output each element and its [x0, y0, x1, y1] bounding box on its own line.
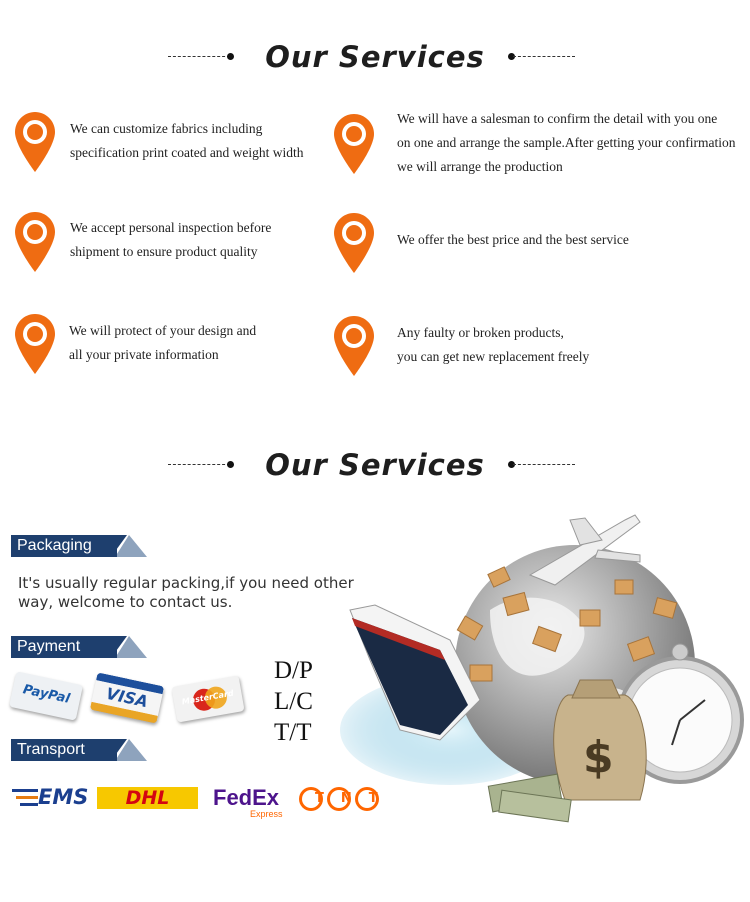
service-item-4 — [397, 228, 629, 252]
service-line: Any faulty or broken products, — [397, 325, 564, 340]
card-label: PayPal — [21, 682, 72, 707]
heading-dash-right — [513, 56, 575, 57]
carrier-sublabel: Express — [250, 809, 283, 819]
heading-dash-right — [513, 464, 575, 465]
service-line: We accept personal inspection before — [70, 220, 272, 235]
service-line: We will protect of your design and — [69, 323, 257, 338]
section-heading-1 — [0, 37, 750, 77]
banner-label: Transport — [17, 741, 85, 758]
transport-banner — [11, 739, 141, 761]
section-heading-2 — [0, 445, 750, 485]
visa-card — [90, 672, 164, 723]
location-pin-icon — [334, 213, 374, 273]
service-line: specification print coated and weight width — [70, 145, 304, 160]
mastercard-card — [171, 675, 244, 722]
service-item-5 — [69, 319, 256, 367]
card-label: MasterCard — [181, 688, 235, 707]
service-item-1 — [70, 117, 304, 165]
service-item-3 — [70, 216, 271, 264]
section-title: Our Services — [265, 448, 485, 482]
packaging-line: It's usually regular packing,if you need other — [18, 574, 354, 592]
payment-term: D/P — [274, 657, 313, 684]
carrier-label: TNT — [315, 791, 395, 806]
payment-terms — [274, 655, 313, 748]
service-line: all your private information — [69, 347, 219, 362]
location-pin-icon — [15, 314, 55, 374]
card-label: VISA — [104, 683, 150, 712]
service-item-2 — [397, 107, 736, 179]
packaging-line: way, welcome to contact us. — [18, 593, 233, 611]
fedex-logo — [213, 785, 289, 821]
banner-label: Packaging — [17, 537, 92, 554]
globe-shipping-illustration — [340, 500, 745, 830]
paypal-card — [9, 671, 83, 720]
banner-tip — [111, 739, 127, 761]
carrier-label: DHL — [125, 787, 170, 809]
carrier-label: EMS — [38, 785, 89, 809]
service-line: you can get new replacement freely — [397, 349, 590, 364]
service-line: shipment to ensure product quality — [70, 244, 258, 259]
service-line: We offer the best price and the best service — [397, 232, 629, 247]
payment-term: L/C — [274, 688, 313, 715]
packaging-banner — [11, 535, 141, 557]
svg-text:$: $ — [583, 732, 614, 783]
service-line: on one and arrange the sample.After getting your confirmation — [397, 135, 736, 150]
banner-tip — [111, 535, 127, 557]
tnt-logo — [298, 786, 395, 812]
carrier-label: FedEx — [213, 785, 280, 810]
payment-term: T/T — [274, 719, 312, 746]
service-line: we will arrange the production — [397, 159, 563, 174]
banner-tip — [111, 636, 127, 658]
packaging-description — [18, 574, 368, 612]
location-pin-icon — [15, 112, 55, 172]
ems-logo — [12, 786, 88, 810]
service-item-6 — [397, 321, 589, 369]
service-line: We can customize fabrics including — [70, 121, 263, 136]
payment-banner — [11, 636, 141, 658]
location-pin-icon — [334, 316, 374, 376]
service-line: We will have a salesman to confirm the detail with you one — [397, 111, 718, 126]
section-title: Our Services — [265, 40, 485, 74]
location-pin-icon — [334, 114, 374, 174]
location-pin-icon — [15, 212, 55, 272]
dhl-logo — [97, 787, 198, 809]
banner-label: Payment — [17, 638, 81, 655]
